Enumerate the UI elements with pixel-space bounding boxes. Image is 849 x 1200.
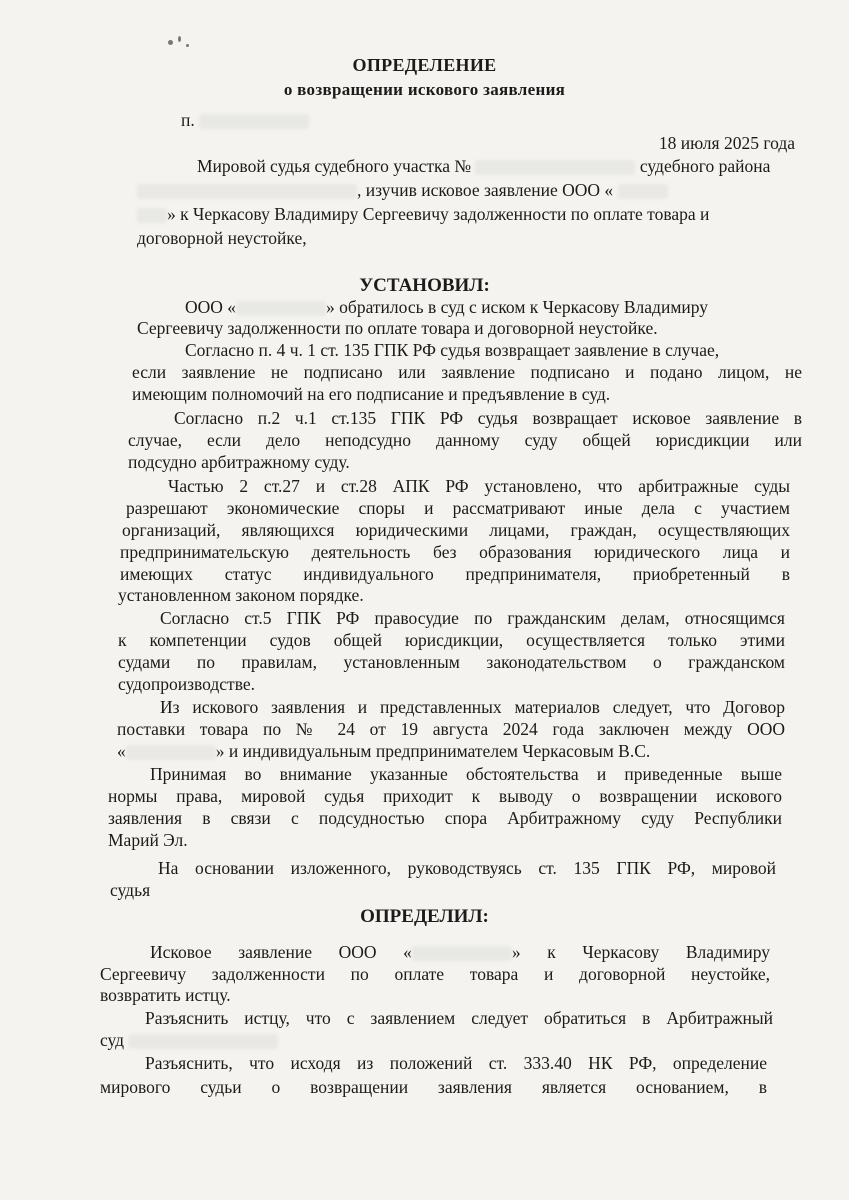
redacted-plaintiff [236,301,326,316]
decision-2-line-2: суд [100,1030,765,1050]
decision-2-line-1: Разъяснить истцу, что с заявлением следует обратиться в Арбитражный [145,1008,773,1028]
decision-1-line-3: возвратить истцу. [100,985,231,1005]
para-7-line-1: Принимая во внимание указанные обстоятельства и приведенные выше [150,764,782,784]
para-3-line-3: подсудно арбитражному суду. [128,452,350,472]
para-8-line-1: На основании изложенного, руководствуясь ст. 135 ГПК РФ, мировой [158,858,776,878]
para-6-line-1: Из искового заявления и представленных материалов следует, что Договор [160,697,785,717]
scan-speck [178,36,181,42]
document-subtitle: о возвращении искового заявления [283,80,566,99]
decision-1-line-2: Сергеевичу задолженности по оплате товара и договорной неустойке, [100,964,770,984]
redacted-company [618,184,668,199]
para-8-line-2: судья [110,880,151,900]
document-date: 18 июля 2025 года [658,133,795,153]
para-4-line-3: организаций, являющихся юридическими лицами, граждан, осуществляющих [122,520,790,540]
para-4-line-1: Частью 2 ст.27 и ст.28 АПК РФ установлено, что арбитражные суды [168,476,790,496]
intro-line-4: договорной неустойке, [137,228,307,248]
para-6-line-3: « » и индивидуальным предпринимателем Черкасовым В.С. [117,741,651,761]
para-3-line-2: случае, если дело неподсудно данному суду общей юрисдикции или [128,430,802,450]
para-2-line-2: если заявление не подписано или заявление подписано и подано лицом, не [132,362,802,382]
section-heading-established: УСТАНОВИЛ: [359,275,490,296]
redacted-company-short [137,208,167,223]
para-4-line-4: предпринимательскую деятельность без образования юридического лица и [120,542,790,562]
intro-line-3: » к Черкасову Владимиру Сергеевичу задолженности по оплате товара и [137,204,807,224]
para-6-line-2: поставки товара по № 24 от 19 августа 2024 года заключен между ООО [117,719,785,739]
para-1-line-2: Сергеевичу задолженности по оплате товара и договорной неустойке. [137,318,658,338]
decision-1-line-1: Исковое заявление ООО « » к Черкасову Владимиру [150,942,770,962]
redacted-court-name [128,1034,278,1049]
place-line [181,110,846,130]
para-4-line-6: установленном законом порядке. [118,585,364,605]
para-5-line-4: судопроизводстве. [118,674,255,694]
decision-3-line-1: Разъяснить, что исходя из положений ст. 333.40 НК РФ, определение [145,1053,767,1073]
scan-speck [168,40,173,45]
para-2-line-3: имеющим полномочий на его подписание и предъявление в суд. [132,384,611,404]
para-4-line-2: разрешают экономические споры и рассматривают иные дела с участием [126,498,790,518]
place-prefix: п. [181,110,195,130]
scan-speck [186,44,189,47]
redacted-place [199,114,309,129]
para-7-line-3: заявления в связи с подсудностью спора Арбитражному суду Республики [108,808,782,828]
decision-3-line-2: мирового судьи о возвращении заявления является основанием, в [100,1077,767,1097]
para-5-line-1: Согласно ст.5 ГПК РФ правосудие по гражданским делам, относящимся [160,608,785,628]
para-7-line-4: Марий Эл. [108,830,188,850]
document-title: ОПРЕДЕЛЕНИЕ [352,55,497,75]
intro-line-1: Мировой судья судебного участка № судебного района [197,156,771,176]
para-1-line-1: ООО « » обратилось в суд с иском к Черкасову Владимиру [185,297,709,317]
intro-line-2: , изучив исковое заявление ООО « [137,180,807,200]
para-4-line-5: имеющих статус индивидуального предпринимателя, приобретенный в [120,564,790,584]
redacted-plaintiff [126,745,216,760]
para-3-line-1: Согласно п.2 ч.1 ст.135 ГПК РФ судья возвращает исковое заявление в [174,408,802,428]
redacted-judge-name [137,184,357,199]
section-heading-decided: ОПРЕДЕЛИЛ: [360,906,489,927]
para-7-line-2: нормы права, мировой судья приходит к выводу о возвращении искового [108,786,782,806]
para-5-line-3: судами по правилам, установленным законодательством о гражданском [118,652,785,672]
para-2-line-1: Согласно п. 4 ч. 1 ст. 135 ГПК РФ судья возвращает заявление в случае, [185,340,720,360]
redacted-court-area [475,160,635,175]
redacted-plaintiff [412,946,512,961]
para-5-line-2: к компетенции судов общей юрисдикции, осуществляется только этими [118,630,785,650]
